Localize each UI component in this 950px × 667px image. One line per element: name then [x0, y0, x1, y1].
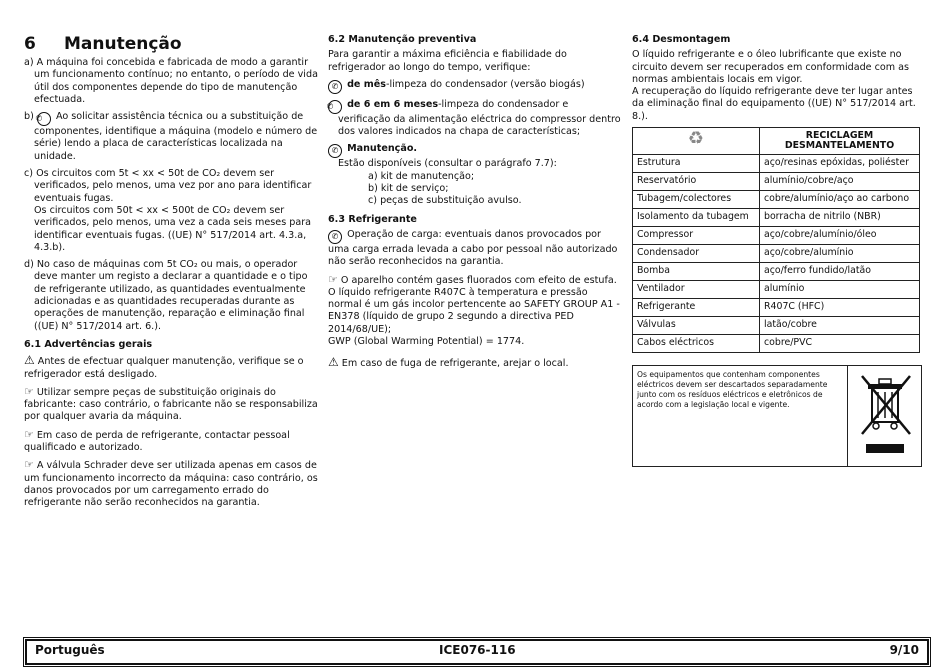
pointing-hand-icon: ☞ — [24, 427, 34, 441]
weee-box — [632, 365, 922, 467]
component-cell: Tubagem/colectores — [633, 191, 760, 209]
kit-b: b) kit de serviço; — [368, 183, 449, 195]
component-cell: Bomba — [633, 263, 760, 281]
phone-icon: ✆ — [328, 80, 342, 94]
component-cell: Condensador — [633, 245, 760, 263]
footer-language: Português — [35, 643, 105, 657]
note-3: ☞ Em caso de perda de refrigerante, contactar pessoal qualificado e autorizado. — [24, 427, 290, 454]
table-header: RECICLAGEM DESMANTELAMENTO — [760, 128, 920, 155]
warning-icon: ⚠ — [24, 353, 35, 368]
table-row — [633, 317, 920, 335]
material-cell: aço/cobre/alumínio — [760, 245, 920, 263]
pointing-hand-icon: ☞ — [24, 384, 34, 398]
component-cell: Isolamento da tubagem — [633, 209, 760, 227]
table-row — [633, 173, 920, 191]
table-row — [633, 263, 920, 281]
phone-icon: ✆ — [328, 144, 342, 158]
table-row — [633, 209, 920, 227]
kit-a: a) kit de manutenção; — [368, 170, 475, 182]
heading-6-1: 6.1 Advertências gerais — [24, 338, 153, 350]
heading-6-3: 6.3 Refrigerante — [328, 213, 417, 225]
crossed-bin-icon — [847, 366, 922, 466]
heading-6-2: 6.2 Manutenção preventiva — [328, 34, 477, 45]
available-kits: Estão disponíveis (consultar o parágrafo 7.7): — [338, 158, 557, 170]
six-month-task: ✆ de 6 em 6 meses-limpeza do condensador e verificação da alimentação eléctrica do compressor dentro dos valores indicados na chapa de características; — [326, 98, 621, 138]
fluorinated-gas: ☞ O aparelho contém gases fluorados com efeito de estufa. — [328, 272, 617, 286]
note-4: ☞ A válvula Schrader deve ser utilizada apenas em casos de um funcionamento incorrecto da máquina: caso contrário, os danos provocados por um carregamento errado do refrigerante não serão reconhecidos na garantia. — [24, 458, 318, 509]
table-row — [633, 335, 920, 353]
component-cell: Refrigerante — [633, 299, 760, 317]
component-cell: Estrutura — [633, 155, 760, 173]
phone-icon: ✆ — [328, 100, 342, 114]
item-a: a) A máquina foi concebida e fabricada de modo a garantir um funcionamento contínuo; no entanto, o período de vida útil dos componentes depende do tipo de manutenção efectuada. — [24, 57, 318, 105]
phone-icon: ✆ — [328, 230, 342, 244]
table-row — [633, 299, 920, 317]
warning-icon: ⚠ — [328, 355, 339, 370]
table-row — [633, 227, 920, 245]
material-cell: cobre/alumínio/aço ao carbono — [760, 191, 920, 209]
item-b: b) ✆ Ao solicitar assistência técnica ou a substituição de componentes, identifique a máquina (modelo e número de série) lendo a placa de características localizada na unidade. — [24, 111, 318, 162]
monthly-task: ✆ de mês-limpeza do condensador (versão biogás) — [328, 79, 622, 94]
material-cell: cobre/PVC — [760, 335, 920, 353]
material-cell: borracha de nitrilo (NBR) — [760, 209, 920, 227]
table-row — [633, 191, 920, 209]
maintenance-intro: Para garantir a máxima eficiência e fiabilidade do refrigerador ao longo do tempo, verifique: — [328, 49, 567, 73]
phone-icon: ✆ — [37, 112, 51, 126]
component-cell: Ventilador — [633, 281, 760, 299]
kit-c: c) peças de substituição avulso. — [368, 195, 522, 207]
footer-code: ICE076-116 — [439, 643, 516, 657]
refrigerant-info: O líquido refrigerante R407C à temperatura e pressão normal é um gás incolor pertencente ao SAFETY GROUP A1 - EN378 (líquido de grupo 2 segundo a directiva PED 2014/68/UE); — [328, 286, 620, 335]
table-row — [633, 155, 920, 173]
recycle-icon: ♻ — [633, 128, 760, 155]
material-cell: alumínio — [760, 281, 920, 299]
dismantling-p1: O líquido refrigerante e o óleo lubrificante que existe no circuito devem ser recuperados em conformidade com as normas ambientais locais em vigor. — [632, 49, 910, 85]
material-cell: alumínio/cobre/aço — [760, 173, 920, 191]
weee-text: Os equipamentos que contenham componentes eléctricos devem ser descartados separadamente junto com os resíduos eléctricos e eletrônicos de acordo com a legislação local e vigente. — [637, 370, 828, 410]
component-cell: Válvulas — [633, 317, 760, 335]
material-cell: aço/cobre/alumínio/óleo — [760, 227, 920, 245]
component-cell: Reservatório — [633, 173, 760, 191]
column-1 — [24, 34, 320, 515]
table-row — [633, 245, 920, 263]
component-cell: Cabos eléctricos — [633, 335, 760, 353]
item-c2: Os circuitos com 50t < xx < 500t de CO₂ devem ser verificados, pelo menos, uma vez a cada seis meses para identificar eventuais fugas. ((UE) N° 517/2014 art. 4.3.a, 4.3.b). — [34, 204, 312, 253]
material-cell: aço/resinas epóxidas, poliéster — [760, 155, 920, 173]
leak-warning: ⚠ Em caso de fuga de refrigerante, arejar o local. — [328, 355, 569, 370]
charge-operation: ✆ Operação de carga: eventuais danos provocados por uma carga errada levada a cabo por pessoal não autorizado não serão reconhecidos na garantia. — [328, 228, 618, 268]
material-cell: latão/cobre — [760, 317, 920, 335]
recycling-table — [632, 127, 920, 353]
maintenance-note: ✆ Manutenção. — [328, 143, 622, 158]
pointing-hand-icon: ☞ — [24, 458, 34, 472]
component-cell: Compressor — [633, 227, 760, 245]
page-footer — [25, 639, 929, 665]
column-2 — [328, 34, 622, 376]
item-d: d) No caso de máquinas com 5t CO₂ ou mais, o operador deve manter um registo a declarar a quantidade e o tipo de refrigerante utilizado, as quantidades eventualmente adicionadas e as quantidades recuperadas durante as operações de manutenção, reparação e eliminação final ((UE) N° 517/2014 art. 6.). — [24, 259, 308, 332]
pointing-hand-icon: ☞ — [328, 272, 338, 286]
heading-6-4: 6.4 Desmontagem — [632, 34, 731, 45]
dismantling-p2: A recuperação do líquido refrigerante deve ter lugar antes da eliminação final do equipamento ((UE) N° 517/2014 art. 8.). — [632, 86, 916, 122]
item-c1: c) Os circuitos com 5t < xx < 50t de CO₂ devem ser verificados, pelo menos, uma vez por ano para identificar eventuais fugas. — [24, 168, 312, 204]
section-heading: 6 Manutenção — [24, 34, 182, 54]
column-3 — [632, 34, 922, 467]
table-row — [633, 281, 920, 299]
material-cell: aço/ferro fundido/latão — [760, 263, 920, 281]
warning-1: ⚠ Antes de efectuar qualquer manutenção, verifique se o refrigerador está desligado. — [24, 353, 304, 380]
footer-page: 9/10 — [889, 643, 919, 657]
gwp: GWP (Global Warming Potential) = 1774. — [328, 336, 525, 348]
material-cell: R407C (HFC) — [760, 299, 920, 317]
note-2: ☞ Utilizar sempre peças de substituição originais do fabricante: caso contrário, o fabricante não se responsabiliza por qualquer avaria da máquina. — [24, 384, 318, 423]
